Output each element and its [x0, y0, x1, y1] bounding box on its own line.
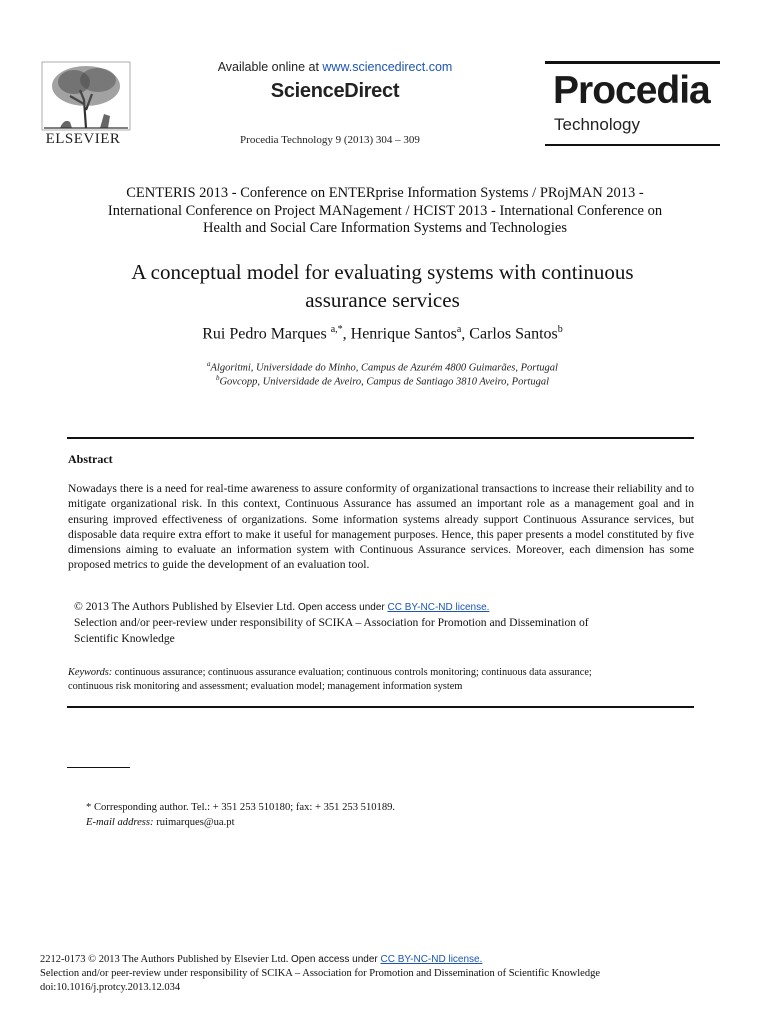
procedia-logo-title: Procedia [553, 69, 710, 112]
peer-review-line-2: Scientific Knowledge [74, 631, 175, 645]
conference-name [60, 185, 710, 238]
abstract-body: Nowadays there is a need for real-time awareness to assure conformity of organizational transactions to increase their reliability and to mitigate organizational risk. In this context, Continuous Assurance has assumed an important role as a management goal and in ensuring improved effectiveness of organizations. Some information systems already support Continuous Assurance services, but disposable data require extra effort to make it useful for management purposes. Hence, this paper presents a model constituted by five dimensions aiming to evaluate an information system with Continuous Assurance services. Moreover, each dimension has some proposed metrics to guide the development of an evaluation tool. [68, 482, 694, 572]
email-address: ruimarques@ua.pt [153, 816, 235, 828]
bottom-license-link[interactable]: CC BY-NC-ND license. [380, 954, 483, 965]
abstract-heading: Abstract [68, 452, 113, 466]
keywords-block [68, 666, 694, 694]
author-2: , Henrique Santos [342, 325, 457, 343]
author-1: Rui Pedro Marques [202, 325, 331, 343]
open-access-text: Open access under [298, 602, 388, 613]
copyright-line [74, 599, 694, 615]
email-label: E-mail address: [86, 816, 154, 828]
keywords-label: Keywords: [68, 667, 113, 678]
affiliation-b [60, 374, 705, 388]
procedia-top-rule [545, 61, 720, 64]
available-prefix: Available online at [217, 60, 323, 74]
doi: doi:10.1016/j.protcy.2013.12.034 [40, 982, 181, 993]
keywords-text-1: continuous assurance; continuous assurance evaluation; continuous controls monitoring; continuous data assurance; [112, 667, 592, 678]
sciencedirect-logo: ScienceDirect [270, 80, 400, 102]
author-list [60, 324, 705, 343]
author-2-affil: a [456, 324, 462, 335]
conference-line-1: CENTERIS 2013 - Conference on ENTERprise Information Systems / PRojMAN 2013 - [126, 185, 644, 201]
keywords-line-2: continuous risk monitoring and assessment; evaluation model; management information system [68, 681, 463, 692]
affiliation-a-marker: a [207, 360, 211, 368]
paper-title-line-1: A conceptual model for evaluating systems with continuous [131, 260, 634, 284]
author-3-affil: b [557, 324, 563, 335]
footnote-rule [67, 767, 130, 768]
conference-line-2: International Conference on Project MANagement / HCIST 2013 - International Conference on [107, 202, 663, 219]
email-line [86, 816, 395, 831]
abstract-top-rule [67, 437, 694, 439]
conference-line-3: Health and Social Care Information Systems and Technologies [203, 220, 567, 236]
paper-title [60, 258, 705, 314]
author-1-affil: a,* [330, 324, 343, 335]
copyright-block [74, 599, 694, 646]
abstract-bottom-rule [67, 706, 694, 708]
issn-text: 2212-0173 © 2013 The Authors Published by Elsevier Ltd. [40, 954, 292, 965]
affiliation-a-text: Algoritmi, Universidade do Minho, Campus de Azurém 4800 Guimarães, Portugal [210, 362, 558, 374]
bottom-publication-info [40, 953, 600, 995]
footnote [86, 801, 395, 830]
affiliation-b-marker: b [215, 374, 220, 382]
issn-line [40, 953, 600, 967]
bottom-peer-review: Selection and/or peer-review under responsibility of SCIKA – Association for Promotion and Dissemination of Scientific Knowledge [40, 968, 600, 979]
procedia-bottom-rule [545, 144, 720, 146]
license-link[interactable]: CC BY-NC-ND license. [387, 602, 490, 613]
corresponding-author: * Corresponding author. Tel.: + 351 253 510180; fax: + 351 253 510189. [86, 802, 396, 813]
journal-reference: Procedia Technology 9 (2013) 304 – 309 [240, 134, 420, 146]
bottom-open-access-text: Open access under [291, 954, 381, 965]
affiliation-b-text: Govcopp, Universidade de Aveiro, Campus de Santiago 3810 Aveiro, Portugal [219, 376, 550, 388]
procedia-logo-subtitle: Technology [554, 115, 641, 134]
keywords-line-1 [68, 666, 694, 680]
affiliation-a [60, 360, 705, 374]
copyright-text: © 2013 The Authors Published by Elsevier Ltd. [74, 600, 299, 613]
peer-review-line-1: Selection and/or peer-review under responsibility of SCIKA – Association for Promotion and Dissemination of [74, 616, 589, 630]
elsevier-wordmark: ELSEVIER [45, 131, 121, 147]
sciencedirect-link[interactable]: www.sciencedirect.com [322, 60, 453, 74]
paper-title-line-2: assurance services [305, 288, 460, 312]
author-3: , Carlos Santos [461, 325, 558, 343]
